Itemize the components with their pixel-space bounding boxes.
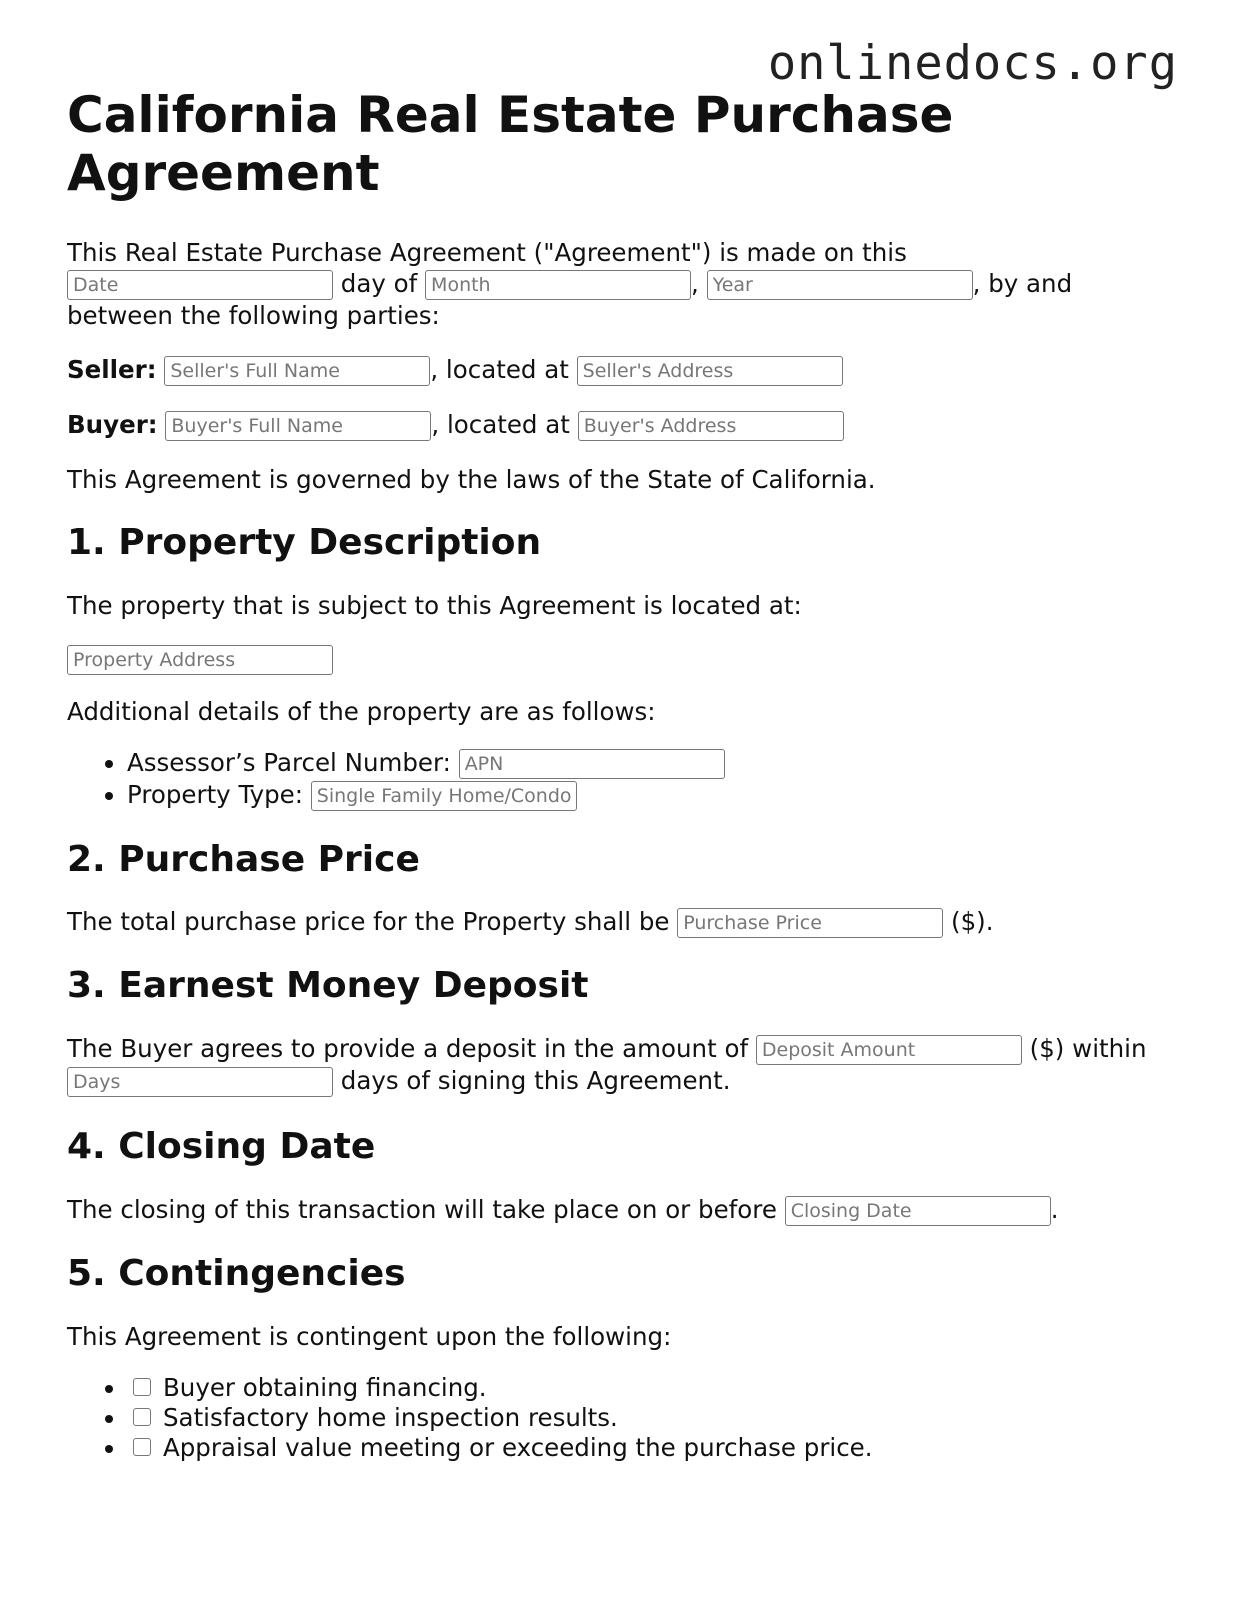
- buyer-label: Buyer:: [67, 410, 158, 439]
- purchase-price-text: The total purchase price for the Property shall be: [67, 907, 678, 936]
- seller-located: , located at: [430, 355, 577, 384]
- section5-text: This Agreement is contingent upon the following:: [67, 1322, 672, 1351]
- buyer-address-input[interactable]: [578, 411, 844, 441]
- list-item: [127, 1373, 1177, 1403]
- days-input[interactable]: [67, 1067, 333, 1097]
- buyer-line: [67, 409, 1177, 441]
- list-item: [127, 747, 1177, 779]
- watermark: onlinedocs.org: [767, 36, 1178, 91]
- seller-address-input[interactable]: [577, 356, 843, 386]
- section3-heading: 3. Earnest Money Deposit: [67, 965, 589, 1006]
- property-type-label: Property Type:: [127, 780, 311, 809]
- financing-checkbox[interactable]: [133, 1378, 151, 1396]
- seller-name-input[interactable]: [164, 356, 430, 386]
- intro-paragraph: [67, 237, 1177, 331]
- apn-label: Assessor’s Parcel Number:: [127, 748, 459, 777]
- intro-by-and: , by and between the following parties:: [67, 269, 1073, 330]
- seller-label: Seller:: [67, 355, 157, 384]
- page-title: California Real Estate Purchase Agreement: [67, 86, 954, 202]
- section4-heading: 4. Closing Date: [67, 1126, 376, 1167]
- contingency-label: Buyer obtaining financing.: [163, 1373, 487, 1402]
- contingencies-list: [67, 1373, 1177, 1463]
- seller-line: [67, 354, 1177, 386]
- governing-law-text: This Agreement is governed by the laws of the State of California.: [67, 465, 876, 494]
- deposit-mid: ($) within: [1021, 1034, 1147, 1063]
- property-type-input[interactable]: [311, 781, 577, 811]
- deposit-suffix: days of signing this Agreement.: [333, 1066, 731, 1095]
- month-input[interactable]: [425, 270, 691, 300]
- closing-text: The closing of this transaction will take place on or before: [67, 1195, 785, 1224]
- document: [67, 86, 1177, 1463]
- section1-text: The property that is subject to this Agreement is located at:: [67, 591, 802, 620]
- date-input[interactable]: [67, 270, 333, 300]
- inspection-checkbox[interactable]: [133, 1408, 151, 1426]
- section1-details: Additional details of the property are as follows:: [67, 697, 656, 726]
- purchase-price-suffix: ($).: [943, 907, 994, 936]
- list-item: [127, 1403, 1177, 1433]
- contingency-label: Appraisal value meeting or exceeding the purchase price.: [163, 1433, 873, 1462]
- intro-comma: ,: [691, 269, 707, 298]
- closing-suffix: .: [1050, 1195, 1059, 1224]
- list-item: [127, 1433, 1177, 1463]
- closing-date-input[interactable]: [785, 1196, 1051, 1226]
- section4-text: [67, 1194, 1177, 1226]
- buyer-located: , located at: [431, 410, 578, 439]
- deposit-amount-input[interactable]: [756, 1035, 1022, 1065]
- purchase-price-input[interactable]: [677, 908, 943, 938]
- section1-heading: 1. Property Description: [67, 522, 542, 563]
- property-address-input[interactable]: [67, 645, 333, 675]
- section2-heading: 2. Purchase Price: [67, 839, 420, 880]
- intro-text: This Real Estate Purchase Agreement ("Agreement") is made on this: [67, 238, 907, 267]
- deposit-text: The Buyer agrees to provide a deposit in the amount of: [67, 1034, 756, 1063]
- intro-day-of: day of: [333, 269, 426, 298]
- property-details-list: [67, 747, 1177, 811]
- appraisal-checkbox[interactable]: [133, 1438, 151, 1456]
- contingency-label: Satisfactory home inspection results.: [163, 1403, 618, 1432]
- property-address-line: [67, 643, 1177, 675]
- section5-heading: 5. Contingencies: [67, 1253, 406, 1294]
- apn-input[interactable]: [459, 749, 725, 779]
- buyer-name-input[interactable]: [165, 411, 431, 441]
- section2-text: [67, 906, 1177, 938]
- section3-text: [67, 1033, 1177, 1097]
- year-input[interactable]: [707, 270, 973, 300]
- list-item: [127, 779, 1177, 811]
